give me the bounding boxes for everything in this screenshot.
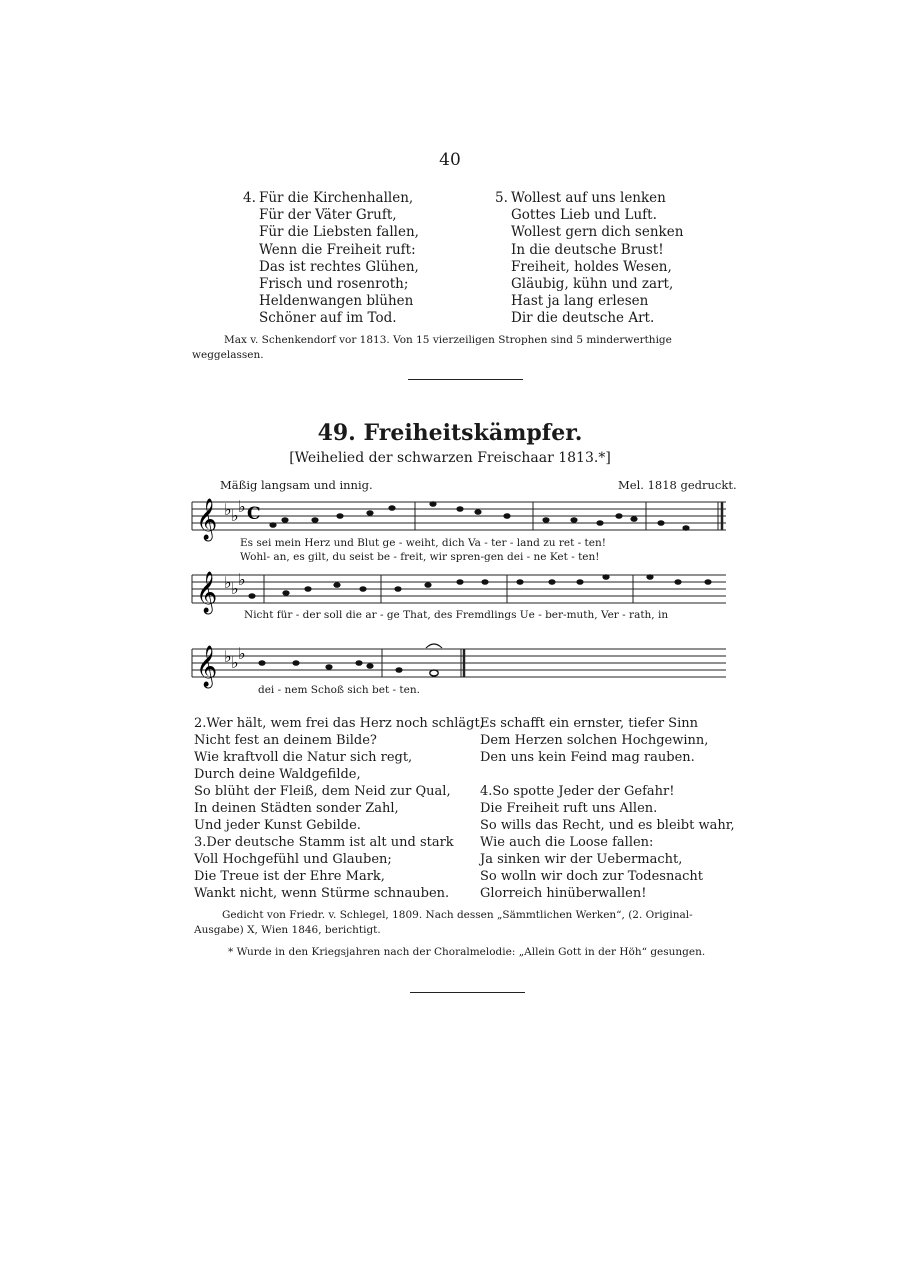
stanza-line-text: Dem Herzen solchen Hochgewinn,	[480, 733, 709, 748]
stanza-line-text: Ja sinken wir der Uebermacht,	[480, 852, 683, 867]
stanza-number: 4.	[243, 190, 256, 206]
attribution-line-1: Max v. Schenkendorf vor 1813. Von 15 vierzeiligen Strophen sind 5 minderwerthige	[224, 334, 672, 346]
stanza-line-text: Wollest auf uns lenken	[511, 190, 666, 206]
page-number: 40	[439, 150, 461, 170]
flat-icon: ♭	[231, 653, 239, 672]
flat-icon: ♭	[224, 573, 232, 592]
treble-clef-icon: 𝄞	[196, 499, 218, 540]
song-title: 49. Freiheitskämpfer.	[317, 420, 583, 446]
flat-icon: ♭	[238, 570, 246, 589]
stanza-line	[480, 749, 735, 766]
stanza-line-text: Die Treue ist der Ehre Mark,	[194, 869, 385, 884]
flat-icon: ♭	[224, 647, 232, 666]
stanza-line-text: So spotte Jeder der Gefahr!	[492, 784, 675, 799]
stanza-line-text: Wollest gern dich senken	[511, 224, 684, 241]
lyrics-row-3: dei - nem Schoß sich bet - ten.	[258, 684, 420, 696]
stanza-line-text: Gläubig, kühn und zart,	[511, 276, 674, 293]
melody-note: Mel. 1818 gedruckt.	[618, 478, 737, 492]
stanza-line	[194, 885, 484, 902]
stanza-line-text: Für die Kirchenhallen,	[259, 190, 414, 206]
stanza-line-text: In die deutsche Brust!	[511, 241, 664, 258]
end-rule	[410, 992, 525, 993]
footnote: * Wurde in den Kriegsjahren nach der Choralmelodie: „Allein Gott in der Höh“ gesungen.	[228, 946, 706, 958]
stanza-line	[194, 868, 484, 885]
stanza-line-text: Den uns kein Feind mag rauben.	[480, 750, 695, 765]
source-line-1: Gedicht von Friedr. v. Schlegel, 1809. Nach dessen „Sämmtlichen Werken“, (2. Original-	[222, 909, 693, 921]
stanza-line-text: Das ist rechtes Glühen,	[259, 258, 419, 275]
stanza-number: 4.	[480, 784, 493, 799]
tempo-marking: Mäßig langsam und innig.	[220, 478, 373, 492]
stanza-line-text: Die Freiheit ruft uns Allen.	[480, 801, 658, 816]
stanza-line	[480, 885, 735, 902]
lyrics-row-1b: Wohl- an, es gilt, du seist be - freit, wir spren-gen dei - ne Ket - ten!	[240, 551, 600, 563]
stanza-line-text: Hast ja lang erlesen	[511, 293, 649, 310]
stanza-line	[480, 868, 735, 885]
song-subtitle: [Weihelied der schwarzen Freischaar 1813.*]	[289, 450, 611, 466]
stanza-line-text: Gottes Lieb und Luft.	[511, 207, 657, 224]
stanza-line-text: Wenn die Freiheit ruft:	[259, 241, 416, 258]
notes-system-2	[248, 574, 711, 599]
stanza-line	[480, 834, 735, 851]
flat-icon: ♭	[238, 497, 246, 516]
stanza-line	[480, 715, 735, 732]
flat-icon: ♭	[231, 506, 239, 525]
stanza-line	[194, 715, 484, 732]
stanza-line	[194, 851, 484, 868]
stanza-line-text: So blüht der Fleiß, dem Neid zur Qual,	[194, 784, 451, 799]
stanza-line-text: Und jeder Kunst Gebilde.	[194, 818, 361, 833]
stanzas-right-column	[480, 715, 735, 902]
staff-system-2	[192, 575, 726, 603]
stanza-line-text: Schöner auf im Tod.	[259, 310, 397, 327]
staff-system-3	[192, 649, 726, 677]
stanza-line	[194, 817, 484, 834]
stanza-line	[480, 732, 735, 749]
source-line-2: Ausgabe) X, Wien 1846, berichtigt.	[194, 924, 381, 936]
stanza-line-text: So wills das Recht, und es bleibt wahr,	[480, 818, 735, 833]
stanza-line-text: Frisch und rosenroth;	[259, 276, 409, 293]
stanza-line	[194, 783, 484, 800]
treble-clef-icon: 𝄞	[196, 646, 218, 687]
stanza-line	[480, 817, 735, 834]
stanza-line-text: In deinen Städten sonder Zahl,	[194, 801, 399, 816]
lyrics-row-2: Nicht für - der soll die ar - ge That, des Fremdlings Ue - ber-muth, Ver - rath, in	[244, 609, 669, 621]
stanza-number: 2.	[194, 716, 207, 731]
flat-icon: ♭	[224, 500, 232, 519]
stanza-line-text: Glorreich hinüberwallen!	[480, 886, 647, 901]
stanza-line	[480, 783, 735, 800]
stanza-line	[194, 732, 484, 749]
stanza-line	[194, 834, 484, 851]
stanza-line-text: Wie kraftvoll die Natur sich regt,	[194, 750, 413, 765]
stanza-line-text: Wer hält, wem frei das Herz noch schlägt,	[206, 716, 484, 731]
stanza-line	[194, 749, 484, 766]
treble-clef-icon: 𝄞	[196, 572, 218, 613]
stanza-line	[194, 766, 484, 783]
attribution-line-2: weggelassen.	[192, 349, 264, 361]
stanza-line	[480, 800, 735, 817]
stanza-number: 5.	[495, 190, 508, 206]
stanzas-left-column	[194, 715, 484, 902]
flat-icon: ♭	[231, 579, 239, 598]
stanza-line	[480, 851, 735, 868]
source-note	[194, 908, 693, 938]
stanza-line-text: Dir die deutsche Art.	[511, 310, 655, 327]
stanza-line-text: Wankt nicht, wenn Stürme schnauben.	[194, 886, 450, 901]
common-time-icon: C	[247, 504, 261, 524]
stanza-line-text: Für der Väter Gruft,	[259, 207, 397, 224]
stanza-line-text: Es schafft ein ernster, tiefer Sinn	[480, 716, 698, 731]
stanza-line-text: Nicht fest an deinem Bilde?	[194, 733, 377, 748]
stanza-line-text: Heldenwangen blühen	[259, 293, 414, 310]
stanza-line-text: Durch deine Waldgefilde,	[194, 767, 361, 782]
lyrics-row-1a: Es sei mein Herz und Blut ge - weiht, dich Va - ter - land zu ret - ten!	[240, 537, 606, 549]
flat-icon: ♭	[238, 644, 246, 663]
stanza-line-text: Freiheit, holdes Wesen,	[511, 258, 672, 275]
stanza-line-text: Der deutsche Stamm ist alt und stark	[206, 835, 454, 850]
fermata-icon	[426, 644, 442, 648]
stanza-number: 3.	[194, 835, 207, 850]
stanza-line-text: Wie auch die Loose fallen:	[480, 835, 654, 850]
stanza-line-text: So wolln wir doch zur Todesnacht	[480, 869, 703, 884]
stanza-line-text: Für die Liebsten fallen,	[259, 224, 419, 241]
stanza-line-text: Voll Hochgefühl und Glauben;	[194, 852, 392, 867]
stanza-line	[194, 800, 484, 817]
